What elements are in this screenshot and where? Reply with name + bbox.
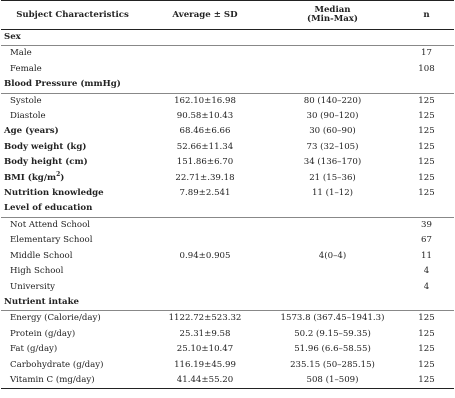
n-cell: 125 xyxy=(418,359,435,370)
header-n: n xyxy=(399,1,454,30)
section-label: Level of education xyxy=(1,201,144,217)
median-cell xyxy=(266,30,399,46)
table-header-row xyxy=(1,1,454,30)
median-cell: 4(0–4) xyxy=(318,250,347,261)
n-cell: 125 xyxy=(418,111,435,122)
median-cell: 21 (15–36) xyxy=(309,172,356,183)
section-row-blood-pressure xyxy=(1,77,454,93)
average-cell: 7.89±2.541 xyxy=(179,188,231,199)
header-average-sd: Average ± SD xyxy=(144,1,266,30)
n-cell: 125 xyxy=(418,141,435,152)
average-cell xyxy=(144,217,266,233)
header-subject-characteristics: Subject Characteristics xyxy=(1,1,144,30)
n-cell: 125 xyxy=(418,328,435,339)
n-cell: 67 xyxy=(421,235,432,246)
median-cell: 11 (1–12) xyxy=(311,188,354,199)
n-cell: 125 xyxy=(418,126,435,137)
bmi-label-superscript: 2 xyxy=(56,170,61,178)
row-label: Elementary School xyxy=(10,235,93,246)
average-cell: 151.86±6.70 xyxy=(176,157,234,168)
n-cell: 125 xyxy=(418,344,435,355)
section-label: Nutrient intake xyxy=(1,295,144,311)
n-cell: 125 xyxy=(418,313,435,324)
median-cell: 51.96 (6.6–58.55) xyxy=(294,344,371,355)
row-label: University xyxy=(10,281,56,292)
average-cell: 68.46±6.66 xyxy=(179,126,231,137)
n-cell xyxy=(399,201,454,217)
median-cell xyxy=(266,62,399,77)
average-cell xyxy=(144,280,266,295)
row-label: Middle School xyxy=(10,250,73,261)
average-cell xyxy=(144,233,266,248)
row-label: Diastole xyxy=(10,111,46,122)
median-cell xyxy=(266,217,399,233)
median-cell: 1573.8 (367.45–1941.3) xyxy=(280,313,385,324)
table-row xyxy=(1,109,454,124)
table-row xyxy=(1,342,454,357)
table-row xyxy=(1,311,454,327)
average-cell xyxy=(144,264,266,279)
table-row xyxy=(1,264,454,279)
median-cell xyxy=(266,46,399,62)
n-cell: 125 xyxy=(418,95,435,106)
average-cell xyxy=(144,46,266,62)
n-cell: 108 xyxy=(418,63,435,74)
n-cell: 125 xyxy=(418,188,435,199)
average-cell xyxy=(144,295,266,311)
table-row xyxy=(1,46,454,62)
bmi-label-tail: ) xyxy=(60,172,65,183)
row-label xyxy=(1,171,144,186)
section-row-sex xyxy=(1,30,454,46)
median-cell: 30 (90–120) xyxy=(306,111,359,122)
table-row xyxy=(1,373,454,389)
n-cell xyxy=(399,295,454,311)
row-label: Nutrition knowledge xyxy=(4,188,104,199)
average-cell xyxy=(144,62,266,77)
row-label: Male xyxy=(10,48,32,59)
table-row xyxy=(1,124,454,139)
row-label: Body height (cm) xyxy=(4,157,88,168)
median-cell: 235.15 (50–285.15) xyxy=(290,359,375,370)
header-median-line1: Median xyxy=(314,5,351,15)
row-label: Body weight (kg) xyxy=(4,141,87,152)
average-cell: 0.94±0.905 xyxy=(179,250,231,261)
table-row xyxy=(1,140,454,155)
average-cell: 41.44±55.20 xyxy=(144,373,266,389)
median-cell: 30 (60–90) xyxy=(309,126,356,137)
table-row xyxy=(1,93,454,109)
section-row-nutrient-intake xyxy=(1,295,454,311)
median-cell: 80 (140–220) xyxy=(303,95,362,106)
n-cell: 11 xyxy=(421,250,432,261)
row-label: Age (years) xyxy=(4,126,59,137)
bmi-label-text: BMI (kg/m xyxy=(4,172,57,183)
median-cell xyxy=(266,233,399,248)
average-cell: 1122.72±523.32 xyxy=(168,313,242,324)
average-cell: 25.31±9.58 xyxy=(179,328,231,339)
row-label: Not Attend School xyxy=(10,219,91,230)
table-row xyxy=(1,358,454,373)
row-label: Energy (Calorie/day) xyxy=(10,313,101,324)
median-cell xyxy=(266,280,399,295)
row-label: Vitamin C (mg/day) xyxy=(1,373,144,389)
table-row xyxy=(1,155,454,170)
median-cell xyxy=(266,201,399,217)
median-cell xyxy=(266,295,399,311)
table-row xyxy=(1,233,454,248)
average-cell: 90.58±10.43 xyxy=(176,111,234,122)
median-cell: 73 (32–105) xyxy=(306,141,359,152)
average-cell xyxy=(144,201,266,217)
row-label: Female xyxy=(10,63,42,74)
n-cell: 17 xyxy=(421,48,432,59)
n-cell: 39 xyxy=(421,219,432,230)
section-label: Blood Pressure (mmHg) xyxy=(1,77,144,93)
median-cell: 508 (1–509) xyxy=(266,373,399,389)
table-row xyxy=(1,327,454,342)
section-row-education xyxy=(1,201,454,217)
n-cell: 4 xyxy=(423,266,430,277)
n-cell: 125 xyxy=(418,172,435,183)
row-label: Fat (g/day) xyxy=(10,344,58,355)
n-cell xyxy=(399,77,454,93)
median-cell xyxy=(266,264,399,279)
average-cell: 25.10±10.47 xyxy=(176,344,234,355)
subject-characteristics-table xyxy=(1,0,454,389)
row-label: Protein (g/day) xyxy=(10,328,76,339)
header-median-line2: (Min-Max) xyxy=(307,14,358,24)
n-cell: 4 xyxy=(423,281,430,292)
section-label: Sex xyxy=(1,30,144,46)
median-cell: 34 (136–170) xyxy=(303,157,362,168)
n-cell xyxy=(399,30,454,46)
n-cell: 125 xyxy=(418,157,435,168)
row-label: Carbohydrate (g/day) xyxy=(10,359,104,370)
average-cell: 22.71±.39.18 xyxy=(175,172,235,183)
median-cell: 50.2 (9.15–59.35) xyxy=(294,328,371,339)
row-label: High School xyxy=(10,266,64,277)
n-cell: 125 xyxy=(399,373,454,389)
table-row xyxy=(1,62,454,77)
table-row xyxy=(1,249,454,264)
table-row xyxy=(1,280,454,295)
table-row xyxy=(1,171,454,186)
median-cell xyxy=(266,77,399,93)
average-cell: 116.19±45.99 xyxy=(174,359,236,370)
row-label: Systole xyxy=(10,95,42,106)
average-cell xyxy=(144,30,266,46)
table-row xyxy=(1,186,454,201)
average-cell: 52.66±11.34 xyxy=(176,141,234,152)
table-row xyxy=(1,217,454,233)
header-median xyxy=(266,1,399,30)
average-cell: 162.10±16.98 xyxy=(174,95,236,106)
average-cell xyxy=(144,77,266,93)
